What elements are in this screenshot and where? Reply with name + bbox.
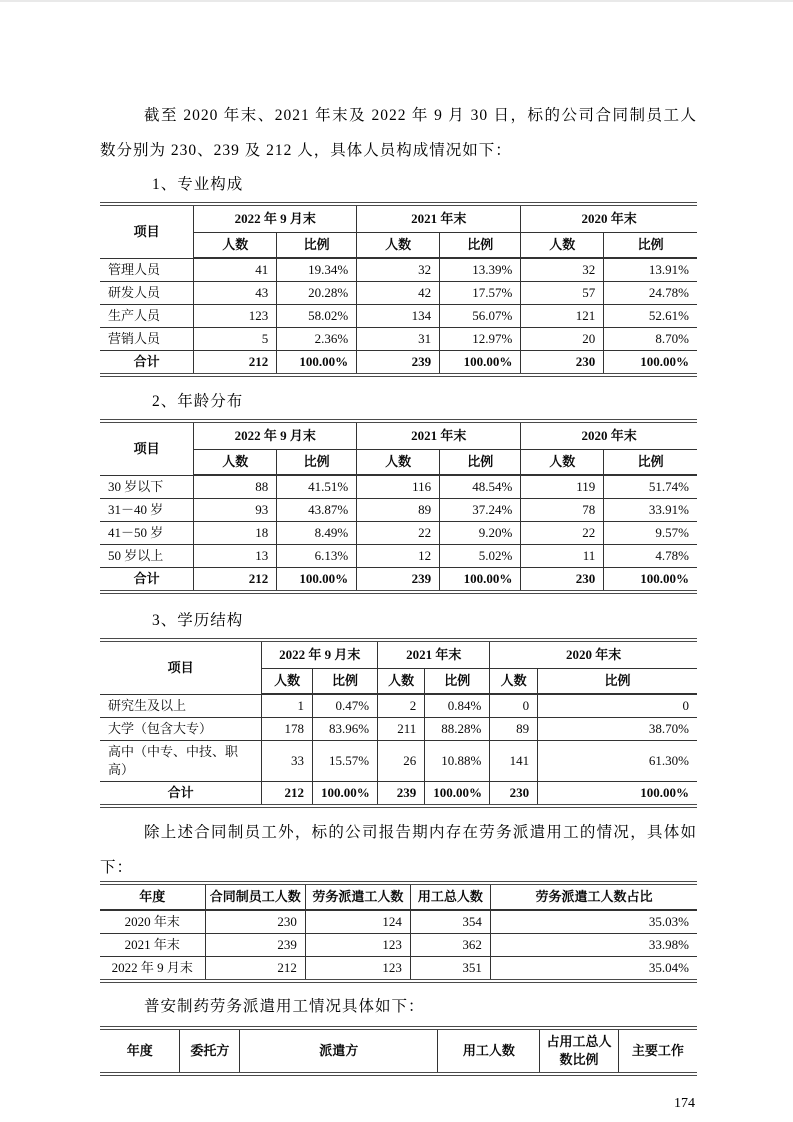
value-cell: 100.00% (440, 351, 521, 376)
table-row (100, 282, 697, 305)
value-cell: 43 (194, 282, 277, 305)
row-label-cell: 合计 (100, 782, 262, 807)
subheader-cell: 比例 (440, 450, 521, 476)
corner-header-cell: 项目 (100, 204, 194, 258)
value-cell: 0.47% (313, 694, 378, 718)
row-label-cell: 研发人员 (100, 282, 194, 305)
value-cell: 230 (521, 351, 604, 376)
value-cell: 83.96% (313, 718, 378, 741)
table-row (100, 258, 697, 282)
value-cell: 33 (262, 741, 313, 782)
header-cell: 占用工总人数比例 (540, 1028, 618, 1074)
value-cell: 22 (521, 522, 604, 545)
subheader-cell: 人数 (262, 669, 313, 695)
value-cell: 0 (538, 694, 697, 718)
table-row (100, 568, 697, 593)
subheader-cell: 人数 (490, 669, 538, 695)
value-cell: 37.24% (440, 499, 521, 522)
value-cell: 6.13% (277, 545, 357, 568)
value-cell: 230 (490, 782, 538, 807)
value-cell: 11 (521, 545, 604, 568)
row-label-cell: 生产人员 (100, 305, 194, 328)
value-cell: 100.00% (604, 351, 697, 376)
value-cell: 123 (194, 305, 277, 328)
section-2-heading: 2、年龄分布 (152, 393, 244, 410)
table-row (100, 741, 697, 782)
period-header-cell: 2021 年末 (357, 421, 521, 450)
value-cell: 18 (194, 522, 277, 545)
table-row (100, 351, 697, 376)
header-cell: 委托方 (180, 1028, 240, 1074)
subheader-cell: 比例 (313, 669, 378, 695)
year-cell: 2021 年末 (100, 934, 205, 957)
period-header-cell: 2020 年末 (521, 421, 697, 450)
value-cell: 212 (194, 351, 277, 376)
value-cell: 141 (490, 741, 538, 782)
page-number: 174 (674, 1096, 695, 1111)
table-row (100, 475, 697, 499)
value-cell: 31 (357, 328, 440, 351)
row-label-cell: 合计 (100, 568, 194, 593)
period-header-cell: 2022 年 9 月末 (262, 640, 378, 669)
value-cell: 58.02% (277, 305, 357, 328)
value-cell: 38.70% (538, 718, 697, 741)
value-cell: 239 (357, 351, 440, 376)
table-row (100, 934, 697, 957)
corner-header-cell: 项目 (100, 421, 194, 475)
value-cell: 123 (305, 934, 410, 957)
dispatch-intro-paragraph: 除上述合同制员工外，标的公司报告期内存在劳务派遣用工的情况，具体如下： (100, 824, 697, 876)
table-row (100, 522, 697, 545)
subheader-cell: 比例 (277, 450, 357, 476)
row-label-cell: 50 岁以上 (100, 545, 194, 568)
value-cell: 12.97% (440, 328, 521, 351)
value-cell: 32 (357, 258, 440, 282)
value-cell: 2 (378, 694, 425, 718)
value-cell: 35.03% (490, 910, 697, 934)
table-row (100, 328, 697, 351)
value-cell: 178 (262, 718, 313, 741)
period-header-cell: 2021 年末 (357, 204, 521, 233)
value-cell: 5.02% (440, 545, 521, 568)
subheader-cell: 比例 (604, 450, 697, 476)
value-cell: 20 (521, 328, 604, 351)
value-cell: 124 (305, 910, 410, 934)
value-cell: 123 (305, 957, 410, 982)
value-cell: 33.98% (490, 934, 697, 957)
year-cell: 2022 年 9 月末 (100, 957, 205, 982)
value-cell: 41.51% (277, 475, 357, 499)
value-cell: 10.88% (425, 741, 490, 782)
age-distribution-table (100, 419, 697, 594)
value-cell: 19.34% (277, 258, 357, 282)
value-cell: 5 (194, 328, 277, 351)
value-cell: 100.00% (538, 782, 697, 807)
corner-header-cell: 项目 (100, 640, 262, 694)
row-label-cell: 高中（中专、中技、职高） (100, 741, 262, 782)
value-cell: 100.00% (604, 568, 697, 593)
value-cell: 57 (521, 282, 604, 305)
value-cell: 20.28% (277, 282, 357, 305)
period-header-cell: 2020 年末 (521, 204, 697, 233)
header-cell: 年度 (100, 883, 205, 910)
table-row (100, 694, 697, 718)
header-cell: 用工总人数 (410, 883, 490, 910)
value-cell: 211 (378, 718, 425, 741)
row-label-cell: 41－50 岁 (100, 522, 194, 545)
value-cell: 13 (194, 545, 277, 568)
value-cell: 100.00% (277, 351, 357, 376)
value-cell: 8.49% (277, 522, 357, 545)
period-header-cell: 2022 年 9 月末 (194, 421, 357, 450)
value-cell: 22 (357, 522, 440, 545)
value-cell: 2.36% (277, 328, 357, 351)
value-cell: 88.28% (425, 718, 490, 741)
labor-dispatch-summary-table (100, 881, 697, 983)
table-row (100, 957, 697, 982)
value-cell: 52.61% (604, 305, 697, 328)
value-cell: 212 (194, 568, 277, 593)
value-cell: 24.78% (604, 282, 697, 305)
value-cell: 12 (357, 545, 440, 568)
value-cell: 239 (378, 782, 425, 807)
value-cell: 8.70% (604, 328, 697, 351)
value-cell: 116 (357, 475, 440, 499)
value-cell: 88 (194, 475, 277, 499)
subheader-cell: 比例 (277, 233, 357, 259)
header-cell: 派遣方 (240, 1028, 438, 1074)
value-cell: 230 (205, 910, 305, 934)
value-cell: 41 (194, 258, 277, 282)
value-cell: 9.20% (440, 522, 521, 545)
subheader-cell: 人数 (357, 233, 440, 259)
value-cell: 100.00% (425, 782, 490, 807)
header-cell: 主要工作 (618, 1028, 697, 1074)
value-cell: 33.91% (604, 499, 697, 522)
subheader-cell: 比例 (604, 233, 697, 259)
value-cell: 0.84% (425, 694, 490, 718)
table-row (100, 782, 697, 807)
value-cell: 51.74% (604, 475, 697, 499)
header-cell: 用工人数 (438, 1028, 540, 1074)
subheader-cell: 人数 (521, 450, 604, 476)
value-cell: 56.07% (440, 305, 521, 328)
row-label-cell: 30 岁以下 (100, 475, 194, 499)
value-cell: 351 (410, 957, 490, 982)
subheader-cell: 人数 (521, 233, 604, 259)
page-content (100, 98, 697, 1112)
subheader-cell: 比例 (538, 669, 697, 695)
subheader-cell: 人数 (378, 669, 425, 695)
value-cell: 100.00% (440, 568, 521, 593)
subheader-cell: 比例 (440, 233, 521, 259)
subheader-cell: 人数 (357, 450, 440, 476)
row-label-cell: 合计 (100, 351, 194, 376)
value-cell: 119 (521, 475, 604, 499)
subheader-cell: 比例 (425, 669, 490, 695)
section-1-heading: 1、专业构成 (152, 176, 244, 193)
period-header-cell: 2022 年 9 月末 (194, 204, 357, 233)
table-row (100, 305, 697, 328)
puan-intro-paragraph: 普安制药劳务派遣用工情况具体如下： (144, 998, 425, 1015)
education-structure-table (100, 638, 697, 808)
value-cell: 212 (205, 957, 305, 982)
year-cell: 2020 年末 (100, 910, 205, 934)
table-row (100, 499, 697, 522)
value-cell: 35.04% (490, 957, 697, 982)
value-cell: 13.39% (440, 258, 521, 282)
value-cell: 230 (521, 568, 604, 593)
value-cell: 212 (262, 782, 313, 807)
value-cell: 61.30% (538, 741, 697, 782)
value-cell: 362 (410, 934, 490, 957)
table-row (100, 718, 697, 741)
value-cell: 78 (521, 499, 604, 522)
row-label-cell: 管理人员 (100, 258, 194, 282)
period-header-cell: 2020 年末 (490, 640, 697, 669)
profession-composition-table (100, 202, 697, 377)
puan-dispatch-detail-table (100, 1026, 697, 1076)
value-cell: 9.57% (604, 522, 697, 545)
value-cell: 15.57% (313, 741, 378, 782)
value-cell: 26 (378, 741, 425, 782)
row-label-cell: 大学（包含大专） (100, 718, 262, 741)
value-cell: 239 (357, 568, 440, 593)
header-cell: 年度 (100, 1028, 180, 1074)
value-cell: 354 (410, 910, 490, 934)
subheader-cell: 人数 (194, 233, 277, 259)
value-cell: 89 (357, 499, 440, 522)
row-label-cell: 31－40 岁 (100, 499, 194, 522)
value-cell: 48.54% (440, 475, 521, 499)
value-cell: 13.91% (604, 258, 697, 282)
header-cell: 劳务派遣工人数 (305, 883, 410, 910)
value-cell: 100.00% (277, 568, 357, 593)
section-3-heading: 3、学历结构 (152, 612, 244, 629)
value-cell: 32 (521, 258, 604, 282)
subheader-cell: 人数 (194, 450, 277, 476)
value-cell: 0 (490, 694, 538, 718)
value-cell: 42 (357, 282, 440, 305)
intro-paragraph: 截至 2020 年末、2021 年末及 2022 年 9 月 30 日，标的公司合同制员工人数分别为 230、239 及 212 人，具体人员构成情况如下： (100, 107, 697, 159)
period-header-cell: 2021 年末 (378, 640, 490, 669)
value-cell: 134 (357, 305, 440, 328)
value-cell: 1 (262, 694, 313, 718)
value-cell: 121 (521, 305, 604, 328)
value-cell: 100.00% (313, 782, 378, 807)
value-cell: 89 (490, 718, 538, 741)
value-cell: 239 (205, 934, 305, 957)
table-row (100, 545, 697, 568)
value-cell: 4.78% (604, 545, 697, 568)
value-cell: 43.87% (277, 499, 357, 522)
value-cell: 17.57% (440, 282, 521, 305)
value-cell: 93 (194, 499, 277, 522)
row-label-cell: 研究生及以上 (100, 694, 262, 718)
header-cell: 劳务派遣工人数占比 (490, 883, 697, 910)
header-cell: 合同制员工人数 (205, 883, 305, 910)
row-label-cell: 营销人员 (100, 328, 194, 351)
table-row (100, 910, 697, 934)
